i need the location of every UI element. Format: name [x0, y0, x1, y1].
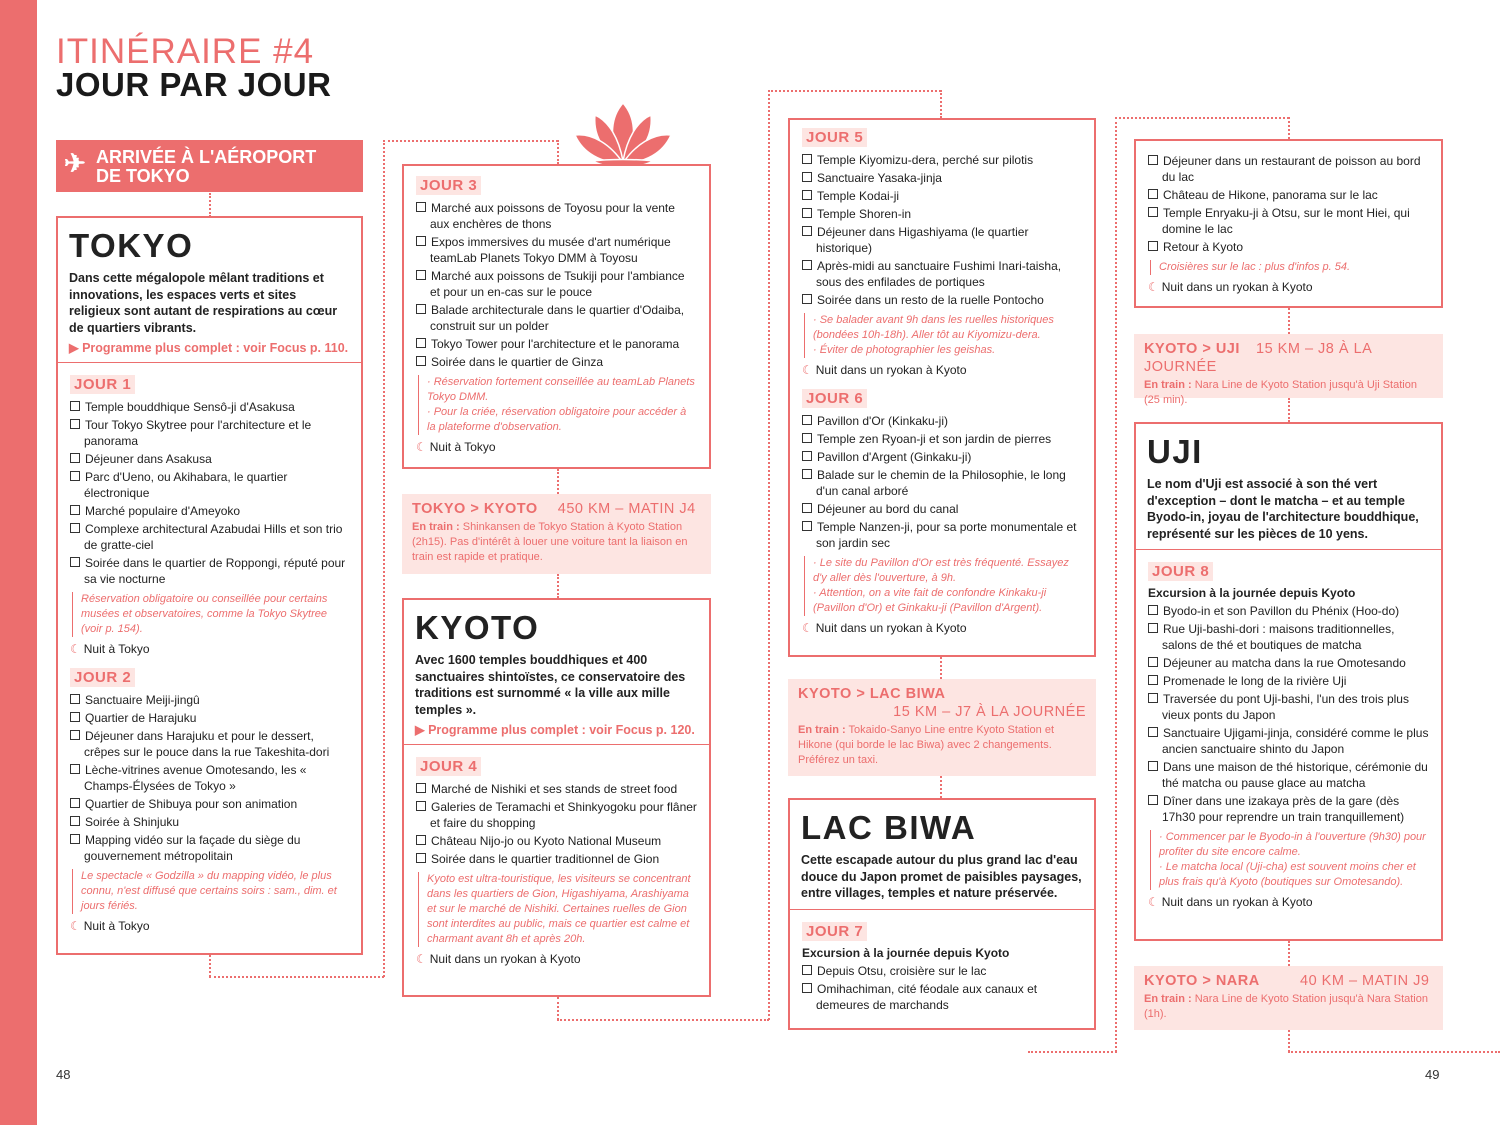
connector [1288, 308, 1290, 334]
day-tag: JOUR 8 [1148, 562, 1213, 581]
day3-list [416, 200, 697, 370]
tip-note: Croisières sur le lac : plus d'infos p. 54. [1150, 260, 1429, 275]
checklist-item[interactable]: Déjeuner au matcha dans la rue Omotesando [1148, 655, 1429, 671]
checklist-item[interactable]: Temple bouddhique Sensô-ji d'Asakusa [70, 399, 349, 415]
page-title-line2: JOUR PAR JOUR [56, 66, 332, 103]
checklist-item[interactable]: Byodo-in et son Pavillon du Phénix (Hoo-do) [1148, 603, 1429, 619]
checklist-item[interactable]: Promenade le long de la rivière Uji [1148, 673, 1429, 689]
day5-list [802, 152, 1082, 308]
biwa-card [788, 798, 1096, 1030]
checkbox-icon[interactable] [70, 764, 80, 774]
checklist-item[interactable]: Après-midi au sanctuaire Fushimi Inari-taisha, sous des enfilades de portiques [802, 258, 1082, 290]
kyoto-header [404, 600, 709, 745]
checkbox-icon[interactable] [70, 453, 80, 463]
checklist-item[interactable]: Dîner dans une izakaya près de la gare (dès 17h30 pour reprendre un train tranquillement) [1148, 793, 1429, 825]
checklist-item[interactable]: Depuis Otsu, croisière sur le lac [802, 963, 1082, 979]
day-tag: JOUR 3 [416, 176, 481, 195]
checkbox-icon[interactable] [802, 172, 812, 182]
arrival-banner [56, 140, 363, 192]
checkbox-icon[interactable] [416, 338, 426, 348]
checkbox-icon[interactable] [1148, 727, 1158, 737]
checklist-item[interactable]: Déjeuner au bord du canal [802, 501, 1082, 517]
checkbox-icon[interactable] [70, 694, 80, 704]
checkbox-icon[interactable] [802, 226, 812, 236]
checklist-item[interactable]: Retour à Kyoto [1148, 239, 1429, 255]
arrival-line2: DE TOKYO [96, 166, 190, 186]
checkbox-icon[interactable] [416, 801, 426, 811]
checkbox-icon[interactable] [802, 294, 812, 304]
city-intro: Avec 1600 temples bouddhiques et 400 sanctuaires shintoïstes, ce conservatoire des traditions est surnommé « la ville aux mille temples ». [415, 653, 686, 717]
checkbox-icon[interactable] [1148, 795, 1158, 805]
day8-block [1136, 550, 1441, 909]
connector [1115, 117, 1117, 1052]
day-tag: JOUR 1 [70, 375, 135, 394]
page-number-right: 49 [1425, 1067, 1440, 1082]
night-line: ☾ Nuit dans un ryokan à Kyoto [1148, 280, 1313, 294]
checklist-item[interactable]: Omihachiman, cité féodale aux canaux et demeures de marchands [802, 981, 1082, 1013]
checklist-item[interactable]: Lèche-vitrines avenue Omotesando, les « Champs-Élysées de Tokyo » [70, 762, 349, 794]
checkbox-icon[interactable] [416, 236, 426, 246]
moon-icon: ☾ [1148, 280, 1159, 294]
connector [557, 997, 559, 1020]
night-line: ☾ Nuit à Tokyo [416, 440, 496, 454]
checklist-item[interactable]: Mapping vidéo sur la façade du siège du gouvernement métropolitain [70, 832, 349, 864]
checklist-item[interactable]: Marché aux poissons de Toyosu pour la vente aux enchères de thons [416, 200, 697, 232]
tip-note: · Réservation fortement conseillée au teamLab Planets Tokyo DMM. · Pour la criée, réservation obligatoire pour accéder à la plateforme d'observation. [418, 375, 697, 435]
checklist-item[interactable]: Soirée dans le quartier de Roppongi, réputé pour sa vie nocturne [70, 555, 349, 587]
day-tag: JOUR 4 [416, 757, 481, 776]
biwa-header [790, 800, 1094, 910]
checklist-item[interactable]: Quartier de Harajuku [70, 710, 349, 726]
tip-note: · Le site du Pavillon d'Or est très fréquenté. Essayez d'y aller dès l'ouverture, à 9h. · Attention, on a vite fait de confondre Kinkaku-ji (Pavillon d'Or) et Ginkaku-ji (Pavillon d'Argent). [804, 556, 1082, 616]
transfer-heading: KYOTO > NARA 40 KM – MATIN J9 [1144, 973, 1430, 989]
connector [1115, 117, 1289, 119]
connector [1288, 941, 1290, 966]
day5-6-card [788, 118, 1096, 657]
arrival-line1: ARRIVÉE À L'AÉROPORT [96, 147, 317, 167]
checkbox-icon[interactable] [70, 401, 80, 411]
checkbox-icon[interactable] [70, 471, 80, 481]
checklist-item[interactable]: Temple zen Ryoan-ji et son jardin de pierres [802, 431, 1082, 447]
connector [1028, 1051, 1117, 1053]
checkbox-icon[interactable] [1148, 623, 1158, 633]
day7-list [802, 963, 1082, 1013]
day1-list [70, 399, 349, 587]
checklist-item[interactable]: Balade architecturale dans le quartier d'Odaiba, construit sur un polder [416, 302, 697, 334]
lotus-icon [573, 101, 673, 169]
checklist-item[interactable]: Pavillon d'Or (Kinkaku-ji) [802, 413, 1082, 429]
checkbox-icon[interactable] [802, 965, 812, 975]
city-intro: Dans cette mégalopole mêlant traditions et innovations, les espaces verts et sites religieux sont autant de respirations au cœur de quartiers vibrants. [69, 271, 338, 335]
program-link[interactable]: ▶ Programme plus complet : voir Focus p. 110. [69, 341, 349, 355]
day5-block [790, 120, 1094, 377]
checkbox-icon[interactable] [802, 415, 812, 425]
page-title-line1: ITINÉRAIRE #4 [56, 32, 315, 71]
transfer-kyoto-biwa [788, 679, 1096, 776]
night-line: ☾ Nuit à Tokyo [70, 919, 150, 933]
connector [940, 657, 942, 679]
checklist-item[interactable]: Galeries de Teramachi et Shinkyogoku pour flâner et faire du shopping [416, 799, 697, 831]
tip-note: · Se balader avant 9h dans les ruelles historiques (bondées 10h-18h). Aller tôt au Kiyomizu-dera. · Éviter de photographier les geishas. [804, 313, 1082, 358]
day2-list [70, 692, 349, 864]
checkbox-icon[interactable] [1148, 657, 1158, 667]
day-tag: JOUR 7 [802, 922, 867, 941]
day3-block [404, 166, 709, 454]
checklist-item[interactable]: Pavillon d'Argent (Ginkaku-ji) [802, 449, 1082, 465]
checkbox-icon[interactable] [802, 433, 812, 443]
connector [940, 776, 942, 798]
day-subtitle: Excursion à la journée depuis Kyoto [802, 945, 1010, 960]
moon-icon: ☾ [802, 621, 813, 635]
day6-list [802, 413, 1082, 551]
day2-block [58, 656, 361, 933]
checklist-item[interactable]: Soirée dans le quartier traditionnel de Gion [416, 851, 697, 867]
checklist-item[interactable]: Sanctuaire Meiji-jingû [70, 692, 349, 708]
connector [209, 955, 211, 977]
checkbox-icon[interactable] [416, 835, 426, 845]
day7b-block [1136, 141, 1441, 294]
checkbox-icon[interactable] [70, 834, 80, 844]
day-tag: JOUR 6 [802, 389, 867, 408]
checklist-item[interactable]: Quartier de Shibuya pour son animation [70, 796, 349, 812]
transfer-kyoto-uji [1134, 334, 1443, 406]
transfer-heading: TOKYO > KYOTO 450 KM – MATIN J4 [412, 501, 696, 517]
checkbox-icon[interactable] [1148, 189, 1158, 199]
tip-note: Le spectacle « Godzilla » du mapping vidéo, le plus connu, n'est diffusé que certains soirs : sam., dim. et jours fériés. [72, 869, 349, 914]
tip-note: · Commencer par le Byodo-in à l'ouverture (9h30) pour profiter du site encore calme. · Le matcha local (Uji-cha) est souvent moins cher et plus frais qu'à Kyoto (boutiques sur Omotesando). [1150, 830, 1429, 890]
connector [768, 90, 770, 1020]
checkbox-icon[interactable] [416, 304, 426, 314]
checklist-item[interactable]: Déjeuner dans Higashiyama (le quartier historique) [802, 224, 1082, 256]
day4-block [404, 745, 709, 966]
checklist-item[interactable]: Sanctuaire Yasaka-jinja [802, 170, 1082, 186]
checkbox-icon[interactable] [1148, 241, 1158, 251]
checkbox-icon[interactable] [802, 260, 812, 270]
connector [557, 574, 559, 598]
checklist-item[interactable]: Temple Enryaku-ji à Otsu, sur le mont Hiei, qui domine le lac [1148, 205, 1429, 237]
checklist-item[interactable]: Temple Kodai-ji [802, 188, 1082, 204]
page-edge-band [0, 0, 37, 1125]
day-tag: JOUR 5 [802, 128, 867, 147]
city-title: TOKYO [69, 227, 194, 264]
connector [940, 90, 942, 118]
tip-note: Kyoto est ultra-touristique, les visiteurs se concentrant dans les quartiers de Gion, Higashiyama, Arashiyama et sur le marché de Nishiki. Certaines ruelles de Gion sont interdites au public, mais ce quartier est calme et charmant avant 8h et après 20h. [418, 872, 697, 947]
day6-block [790, 377, 1094, 635]
checkbox-icon[interactable] [1148, 207, 1158, 217]
checkbox-icon[interactable] [70, 523, 80, 533]
checkbox-icon[interactable] [416, 202, 426, 212]
checklist-item[interactable]: Déjeuner dans Asakusa [70, 451, 349, 467]
airplane-icon: ✈ [64, 148, 86, 178]
checkbox-icon[interactable] [1148, 605, 1158, 615]
city-intro: Le nom d'Uji est associé à son thé vert d'exception – dont le matcha – et au temple Byodo-in, joyau de l'architecture bouddhique, représenté sur les pièces de 10 yens. [1147, 477, 1419, 541]
program-link[interactable]: ▶ Programme plus complet : voir Focus p. 120. [415, 723, 695, 737]
checklist-item[interactable]: Soirée à Shinjuku [70, 814, 349, 830]
checklist-item[interactable]: Tour Tokyo Skytree pour l'architecture et le panorama [70, 417, 349, 449]
checklist-item[interactable]: Dans une maison de thé historique, cérémonie du thé matcha ou pause glace au matcha [1148, 759, 1429, 791]
tokyo-header [58, 218, 361, 363]
checklist-item[interactable]: Soirée dans un resto de la ruelle Pontocho [802, 292, 1082, 308]
checkbox-icon[interactable] [416, 783, 426, 793]
checkbox-icon[interactable] [70, 798, 80, 808]
page-number-left: 48 [56, 1067, 71, 1082]
checkbox-icon[interactable] [70, 730, 80, 740]
checkbox-icon[interactable] [416, 270, 426, 280]
checklist-item[interactable]: Temple Nanzen-ji, pour sa porte monumentale et son jardin sec [802, 519, 1082, 551]
transfer-heading: KYOTO > UJI 15 KM – J8 À LA JOURNÉE [1144, 341, 1372, 375]
checkbox-icon[interactable] [70, 712, 80, 722]
checkbox-icon[interactable] [802, 503, 812, 513]
checkbox-icon[interactable] [416, 853, 426, 863]
connector [557, 140, 559, 164]
moon-icon: ☾ [70, 642, 81, 656]
connector [557, 1019, 769, 1021]
city-title: KYOTO [415, 609, 540, 646]
checklist-item[interactable]: Château Nijo-jo ou Kyoto National Museum [416, 833, 697, 849]
checkbox-icon[interactable] [802, 154, 812, 164]
tokyo-card [56, 216, 363, 955]
uji-card [1134, 422, 1443, 941]
night-line: ☾ Nuit à Tokyo [70, 642, 150, 656]
checklist-item[interactable]: Complexe architectural Azabudai Hills et son trio de gratte-ciel [70, 521, 349, 553]
transfer-tokyo-kyoto [402, 494, 711, 574]
checkbox-icon[interactable] [802, 469, 812, 479]
checklist-item[interactable]: Soirée dans le quartier de Ginza [416, 354, 697, 370]
connector [1288, 1051, 1500, 1053]
checklist-item[interactable]: Rue Uji-bashi-dori : maisons traditionnelles, salons de thé et boutiques de matcha [1148, 621, 1429, 653]
connector [1288, 1030, 1290, 1052]
kyoto-card [402, 598, 711, 997]
moon-icon: ☾ [1148, 895, 1159, 909]
moon-icon: ☾ [416, 440, 427, 454]
uji-header [1136, 424, 1441, 550]
city-intro: Cette escapade autour du plus grand lac d'eau douce du Japon promet de paisibles paysages, entre villages, temples et nature préservée. [801, 853, 1082, 900]
tip-note: Réservation obligatoire ou conseillée pour certains musées et observatoires, comme la Tokyo Skytree (voir p. 154). [72, 592, 349, 637]
checkbox-icon[interactable] [70, 557, 80, 567]
day7-block [790, 910, 1094, 1013]
checklist-item[interactable]: Déjeuner dans Harajuku et pour le dessert, crêpes sur le pouce dans la rue Takeshita-dori [70, 728, 349, 760]
connector [768, 90, 941, 92]
connector [209, 193, 211, 217]
day8-list [1148, 603, 1429, 825]
night-line: ☾ Nuit dans un ryokan à Kyoto [802, 363, 967, 377]
checkbox-icon[interactable] [1148, 675, 1158, 685]
city-title: LAC BIWA [801, 809, 977, 846]
moon-icon: ☾ [416, 952, 427, 966]
day1-block [58, 363, 361, 656]
checkbox-icon[interactable] [70, 505, 80, 515]
transfer-text: En train : Shinkansen de Tokyo Station à Kyoto Station (2h15). Pas d'intérêt à louer une voiture tant la liaison en train est rapide et pratique. [412, 521, 688, 563]
connector [1288, 117, 1290, 139]
checkbox-icon[interactable] [1148, 693, 1158, 703]
checklist-item[interactable]: Temple Shoren-in [802, 206, 1082, 222]
connector [557, 469, 559, 494]
connector [209, 976, 384, 978]
connector [383, 140, 558, 142]
checkbox-icon[interactable] [802, 451, 812, 461]
checklist-item[interactable]: Traversée du pont Uji-bashi, l'un des trois plus vieux ponts du Japon [1148, 691, 1429, 723]
checklist-item[interactable]: Parc d'Ueno, ou Akihabara, le quartier électronique [70, 469, 349, 501]
night-line: ☾ Nuit dans un ryokan à Kyoto [1148, 895, 1313, 909]
connector [383, 140, 385, 977]
city-title: UJI [1147, 433, 1203, 470]
checklist-item[interactable]: Marché aux poissons de Tsukiji pour l'ambiance et pour un en-cas sur le pouce [416, 268, 697, 300]
checklist-item[interactable]: Expos immersives du musée d'art numérique teamLab Planets Tokyo DMM à Toyosu [416, 234, 697, 266]
checkbox-icon[interactable] [802, 521, 812, 531]
checkbox-icon[interactable] [802, 208, 812, 218]
day3-card [402, 164, 711, 469]
checklist-item[interactable]: Marché de Nishiki et ses stands de street food [416, 781, 697, 797]
day-subtitle: Excursion à la journée depuis Kyoto [1148, 586, 1356, 600]
night-line: ☾ Nuit dans un ryokan à Kyoto [416, 952, 581, 966]
checkbox-icon[interactable] [802, 983, 812, 993]
night-line: ☾ Nuit dans un ryokan à Kyoto [802, 621, 967, 635]
checkbox-icon[interactable] [416, 356, 426, 366]
day7b-list [1148, 153, 1429, 255]
day4-list [416, 781, 697, 867]
checklist-item[interactable]: Temple Kiyomizu-dera, perché sur pilotis [802, 152, 1082, 168]
moon-icon: ☾ [802, 363, 813, 377]
checklist-item[interactable]: Château de Hikone, panorama sur le lac [1148, 187, 1429, 203]
transfer-heading: KYOTO > LAC BIWA 15 KM – J7 À LA JOURNÉE [798, 686, 1086, 720]
transfer-text: En train : Nara Line de Kyoto Station jusqu'à Nara Station (1h). [1144, 993, 1428, 1020]
checklist-item[interactable]: Tokyo Tower pour l'architecture et le panorama [416, 336, 697, 352]
checkbox-icon[interactable] [70, 419, 80, 429]
day7-continued-card [1134, 139, 1443, 308]
transfer-text: En train : Nara Line de Kyoto Station jusqu'à Uji Station (25 min). [1144, 379, 1417, 406]
checkbox-icon[interactable] [70, 816, 80, 826]
checkbox-icon[interactable] [802, 190, 812, 200]
checkbox-icon[interactable] [1148, 155, 1158, 165]
day-tag: JOUR 2 [70, 668, 135, 687]
checklist-item[interactable]: Sanctuaire Ujigami-jinja, considéré comme le plus ancien sanctuaire shinto du Japon [1148, 725, 1429, 757]
checkbox-icon[interactable] [1148, 761, 1158, 771]
checklist-item[interactable]: Déjeuner dans un restaurant de poisson au bord du lac [1148, 153, 1429, 185]
moon-icon: ☾ [70, 919, 81, 933]
transfer-text: En train : Tokaido-Sanyo Line entre Kyoto Station et Hikone (qui borde le lac Biwa) avec 2 changements. Préférez un taxi. [798, 724, 1054, 766]
checklist-item[interactable]: Balade sur le chemin de la Philosophie, le long d'un canal arboré [802, 467, 1082, 499]
checklist-item[interactable]: Marché populaire d'Ameyoko [70, 503, 349, 519]
transfer-kyoto-nara [1134, 966, 1443, 1030]
